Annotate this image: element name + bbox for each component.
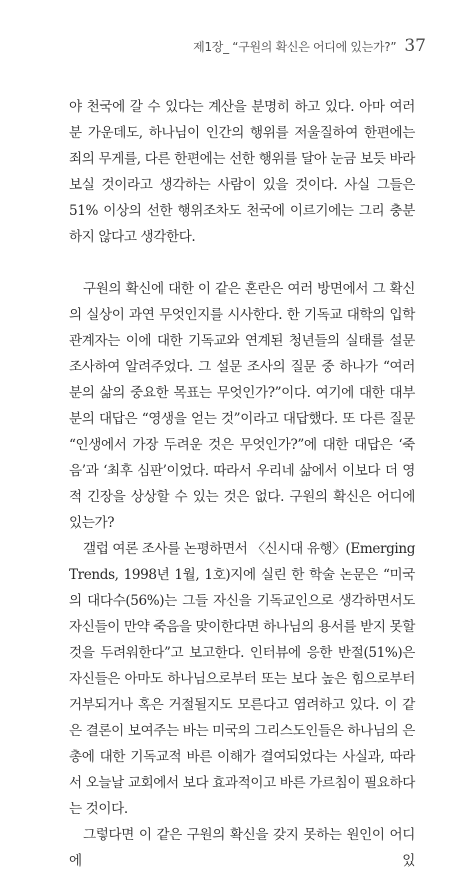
page-body <box>69 94 415 874</box>
chapter-title: 제1장_ “구원의 확신은 어디에 있는가?” <box>193 40 397 54</box>
paragraph: 갤럽 여론 조사를 논평하면서 〈신시대 유행〉(Emerging Trends, 1998년 1월, 1호)지에 실린 한 학술 논문은 “미국의 대다수(56%)는 그들 자신을 기독교인으로 생각하면서도 자신들이 만약 죽음을 맞이한다면 하나님의 용서를 받지 못할 것을 두려워한다”고 보고한다. 인터뷰에 응한 반절(51%)은 자신들은 아마도 하나님으로부터 또는 보다 높은 힘으로부터 거부되거나 혹은 거절될지도 모른다고 염려하고 있다. 이 같은 결론이 보여주는 바는 미국의 그리스도인들은 하나님의 은총에 대한 기독교적 바른 이해가 결여되었다는 사실과, 따라서 오늘날 교회에서 보다 효과적이고 바른 가르침이 필요하다는 것이다. <box>69 541 415 817</box>
page-number: 37 <box>404 36 426 56</box>
paragraph: 야 천국에 갈 수 있다는 계산을 분명히 하고 있다. 아마 여러분 가운데도, 하나님이 인간의 행위를 저울질하여 한편에는 죄의 무게를, 다른 한편에는 선한 행위를 달아 눈금 보듯 바라보실 것이라고 생각하는 사람이 있을 것이다. 사실 그들은 51% 이상의 선한 행위조차도 천국에 이르기에는 그리 충분하지 않다고 생각한다. <box>69 99 415 245</box>
running-header <box>193 36 426 56</box>
paragraph: 구원의 확신에 대한 이 같은 혼란은 여러 방면에서 그 확신의 실상이 과연 무엇인지를 시사한다. 한 기독교 대학의 입학 관계자는 이에 대한 기독교와 연계된 청년들의 실태를 설문 조사하여 알려주었다. 그 설문 조사의 질문 중 하나가 “여러분의 삶의 중요한 목표는 무엇인가?”이다. 여기에 대한 대부분의 대답은 “영생을 얻는 것”이라고 대답했다. 또 다른 질문 “인생에서 가장 두려운 것은 무엇인가?”에 대한 대답은 ‘죽음’과 ‘최후 심판’이었다. 따라서 우리네 삶에서 이보다 더 영적 긴장을 상상할 수 있는 것은 없다. 구원의 확신은 어디에 있는가? <box>69 281 415 531</box>
paragraph: 그렇다면 이 같은 구원의 확신을 갖지 못하는 원인이 어디에 있 <box>69 827 415 869</box>
